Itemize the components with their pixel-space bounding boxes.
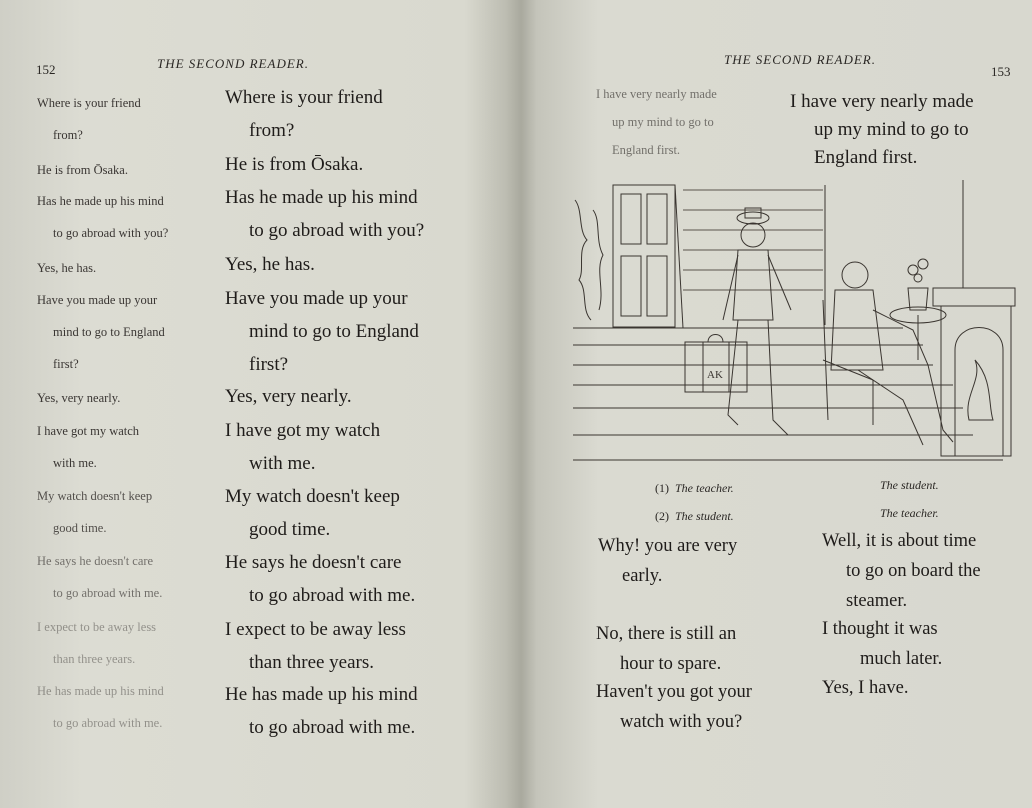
small-text-block: Yes, very nearly. [37,391,121,405]
dialogue-right-2: I thought it was much later. [822,619,943,669]
small-text-block: I have got my watch with me. [37,424,140,470]
small-text-block: He is from Ōsaka. [37,163,128,177]
small-text-block: I expect to be away less than three years. [37,620,157,666]
dialogue-left-2: No, there is still an hour to spare. [596,624,737,674]
caption-row-1: (1) The teacher. [655,481,734,495]
dialogue-right-3: Yes, I have. [822,678,909,698]
large-text-block: I expect to be away less than three years. [225,619,406,673]
large-text-block: Have you made up your mind to go to England first? [225,288,419,375]
running-head-right: THE SECOND READER. [724,52,876,67]
illustration [573,180,1020,470]
caption-row-2-right: The teacher. [880,506,939,520]
dialogue-left-1: Why! you are very early. [598,536,738,586]
small-text-block: Have you made up your mind to go to England first? [37,293,165,371]
large-text-block: He is from Ōsaka. [225,154,364,175]
small-text-block: My watch doesn't keep good time. [37,489,153,535]
small-text-block: He says he doesn't care to go abroad with me. [37,554,163,600]
large-text-block: I have very nearly made up my mind to go to England first. [790,91,974,168]
large-text-block: He says he doesn't care to go abroad with me. [225,552,416,606]
illustration-drawing [573,180,1020,470]
large-text-block: He has made up his mind to go abroad with me. [225,684,418,738]
large-text-block: Where is your friend from? [225,87,383,141]
suitcase-label: AK [707,369,723,381]
dialogue-right-1: Well, it is about time to go on board the steamer. [822,531,981,611]
small-text-block: He has made up his mind to go abroad with me. [37,684,164,730]
caption-row-2: (2) The student. [655,509,734,523]
small-text-block: I have very nearly made up my mind to go to England first. [596,87,717,157]
running-head-left: THE SECOND READER. [157,56,309,71]
large-text-block: Has he made up his mind to go abroad with you? [225,187,425,241]
small-text-block: Yes, he has. [37,261,97,275]
large-text-block: Yes, very nearly. [225,386,352,407]
large-text-block: My watch doesn't keep good time. [225,486,400,540]
large-text-block: Yes, he has. [225,254,315,275]
page-number-right: 153 [991,64,1011,79]
small-text-block: Has he made up his mind to go abroad with you? [37,194,169,240]
dialogue-left-3: Haven't you got your watch with you? [596,682,752,732]
page-number-left: 152 [36,62,56,77]
large-text-block: I have got my watch with me. [225,420,381,474]
caption-row-1-right: The student. [880,478,939,492]
small-text-block: Where is your friend from? [37,96,141,142]
